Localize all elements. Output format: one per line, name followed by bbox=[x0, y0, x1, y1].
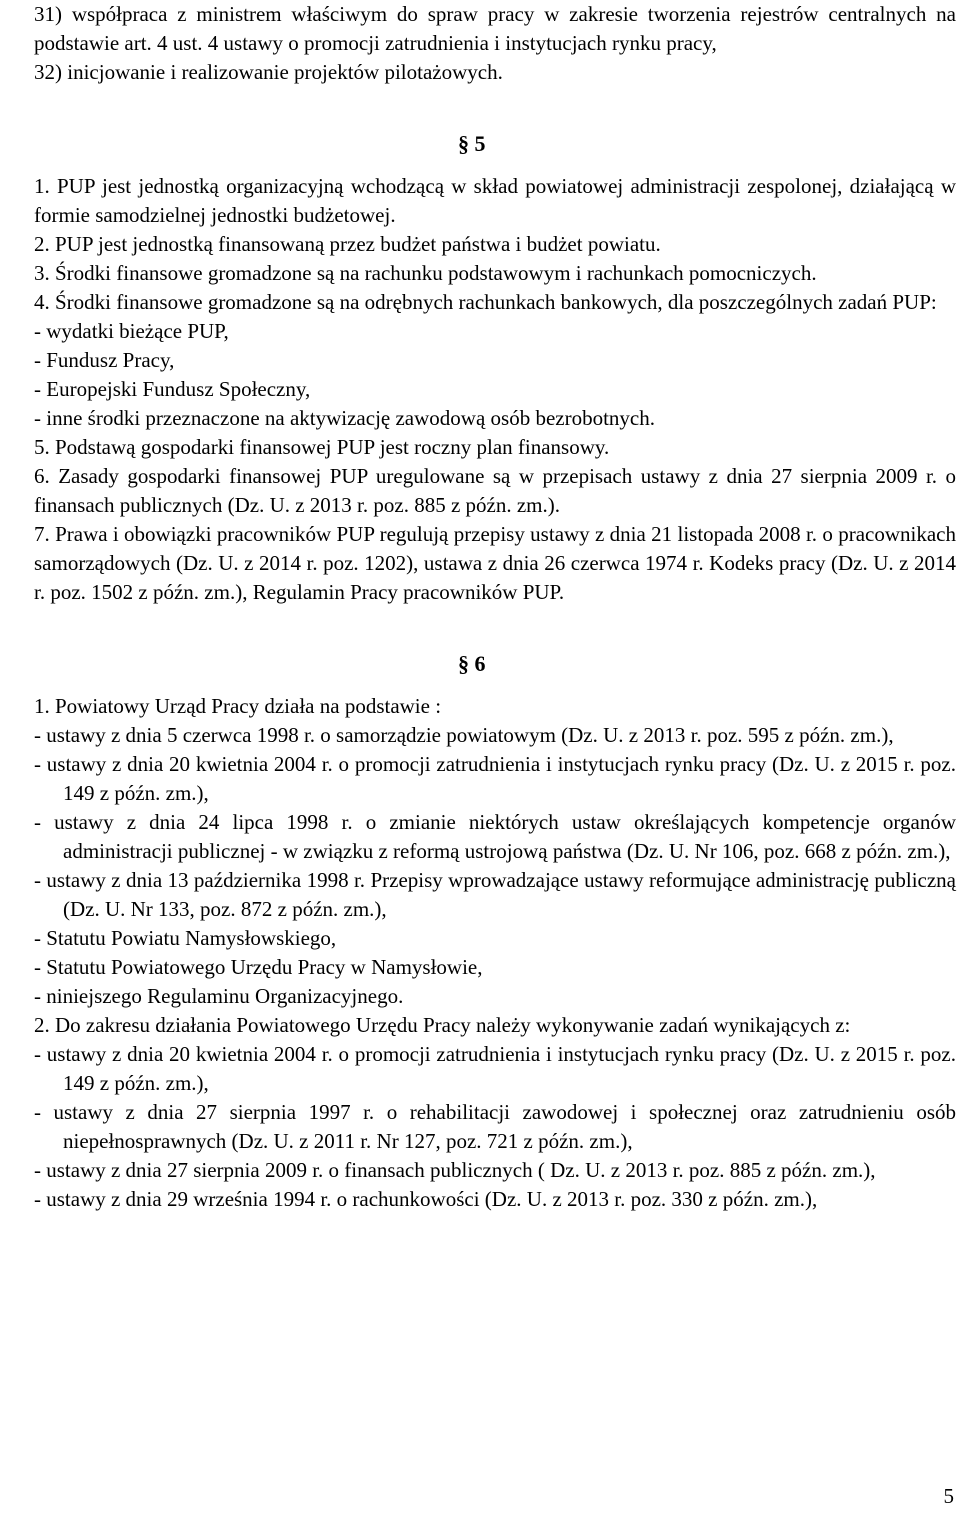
section-heading-5: § 5 bbox=[458, 131, 486, 156]
list-item: - ustawy z dnia 20 kwietnia 2004 r. o promocji zatrudnienia i instytucjach rynku pracy (Dz. U. z 2015 r. poz. 149 z późn. zm.), bbox=[34, 752, 956, 805]
section5-paragraph-7: 7. Prawa i obowiązki pracowników PUP regulują przepisy ustawy z dnia 21 listopada 2008 r. o pracownikach samorządowych (Dz. U. z 2014 r. poz. 1202), ustawa z dnia 26 czerwca 1974 r. Kodeks pracy (Dz. U. z 2014 r. poz. 1502 z późn. zm.), Regulamin Pracy pracowników PUP. bbox=[34, 522, 956, 604]
section5-paragraph-6: 6. Zasady gospodarki finansowej PUP uregulowane są w przepisach ustawy z dnia 27 sierpnia 2009 r. o finansach publicznych (Dz. U. z 2013 r. poz. 885 z późn. zm.). bbox=[34, 464, 956, 517]
section6-paragraph-2: 2. Do zakresu działania Powiatowego Urzędu Pracy należy wykonywanie zadań wynikających z: bbox=[34, 1013, 851, 1037]
section5-paragraph-3: 3. Środki finansowe gromadzone są na rachunku podstawowym i rachunkach pomocniczych. bbox=[34, 261, 817, 285]
list-item: - Europejski Fundusz Społeczny, bbox=[34, 377, 311, 401]
list-item-32: 32) inicjowanie i realizowanie projektów pilotażowych. bbox=[34, 60, 503, 84]
document-body bbox=[34, 0, 956, 1214]
section5-paragraph-4: 4. Środki finansowe gromadzone są na odrębnych rachunkach bankowych, dla poszczególnych zadań PUP: bbox=[34, 290, 937, 314]
list-item: - niniejszego Regulaminu Organizacyjnego. bbox=[34, 984, 404, 1008]
list-item: - ustawy z dnia 29 września 1994 r. o rachunkowości (Dz. U. z 2013 r. poz. 330 z późn. zm.), bbox=[34, 1187, 818, 1211]
list-item: - ustawy z dnia 13 października 1998 r. Przepisy wprowadzające ustawy reformujące administrację publiczną (Dz. U. Nr 133, poz. 872 z późn. zm.), bbox=[34, 868, 956, 921]
section-heading-6: § 6 bbox=[458, 651, 486, 676]
list-item: - Fundusz Pracy, bbox=[34, 348, 175, 372]
list-item: - ustawy z dnia 24 lipca 1998 r. o zmianie niektórych ustaw określających kompetencje organów administracji publicznej - w związku z reformą ustrojową państwa (Dz. U. Nr 106, poz. 668 z późn. zm.), bbox=[34, 810, 956, 863]
page-number: 5 bbox=[943, 1484, 954, 1508]
section5-paragraph-2: 2. PUP jest jednostką finansowaną przez budżet państwa i budżet powiatu. bbox=[34, 232, 661, 256]
list-item: - ustawy z dnia 5 czerwca 1998 r. o samorządzie powiatowym (Dz. U. z 2013 r. poz. 595 z późn. zm.), bbox=[34, 723, 894, 747]
list-item: - ustawy z dnia 27 sierpnia 2009 r. o finansach publicznych ( Dz. U. z 2013 r. poz. 885 z późn. zm.), bbox=[34, 1158, 876, 1182]
list-item: - inne środki przeznaczone na aktywizację zawodową osób bezrobotnych. bbox=[34, 406, 655, 430]
section6-paragraph-1: 1. Powiatowy Urząd Pracy działa na podstawie : bbox=[34, 694, 442, 718]
list-item: - ustawy z dnia 20 kwietnia 2004 r. o promocji zatrudnienia i instytucjach rynku pracy (Dz. U. z 2015 r. poz. 149 z późn. zm.), bbox=[34, 1042, 956, 1095]
section5-paragraph-1: 1. PUP jest jednostką organizacyjną wchodzącą w skład powiatowej administracji zespolonej, działającą w formie samodzielnej jednostki budżetowej. bbox=[34, 174, 956, 227]
list-item: - Statutu Powiatowego Urzędu Pracy w Namysłowie, bbox=[34, 955, 483, 979]
section5-paragraph-5: 5. Podstawą gospodarki finansowej PUP jest roczny plan finansowy. bbox=[34, 435, 610, 459]
list-item-31: 31) współpraca z ministrem właściwym do spraw pracy w zakresie tworzenia rejestrów centralnych na podstawie art. 4 ust. 4 ustawy o promocji zatrudnienia i instytucjach rynku pracy, bbox=[34, 2, 956, 55]
list-item: - Statutu Powiatu Namysłowskiego, bbox=[34, 926, 337, 950]
list-item: - wydatki bieżące PUP, bbox=[34, 319, 229, 343]
list-item: - ustawy z dnia 27 sierpnia 1997 r. o rehabilitacji zawodowej i społecznej oraz zatrudnieniu osób niepełnosprawnych (Dz. U. z 2011 r. Nr 127, poz. 721 z późn. zm.), bbox=[34, 1100, 956, 1153]
